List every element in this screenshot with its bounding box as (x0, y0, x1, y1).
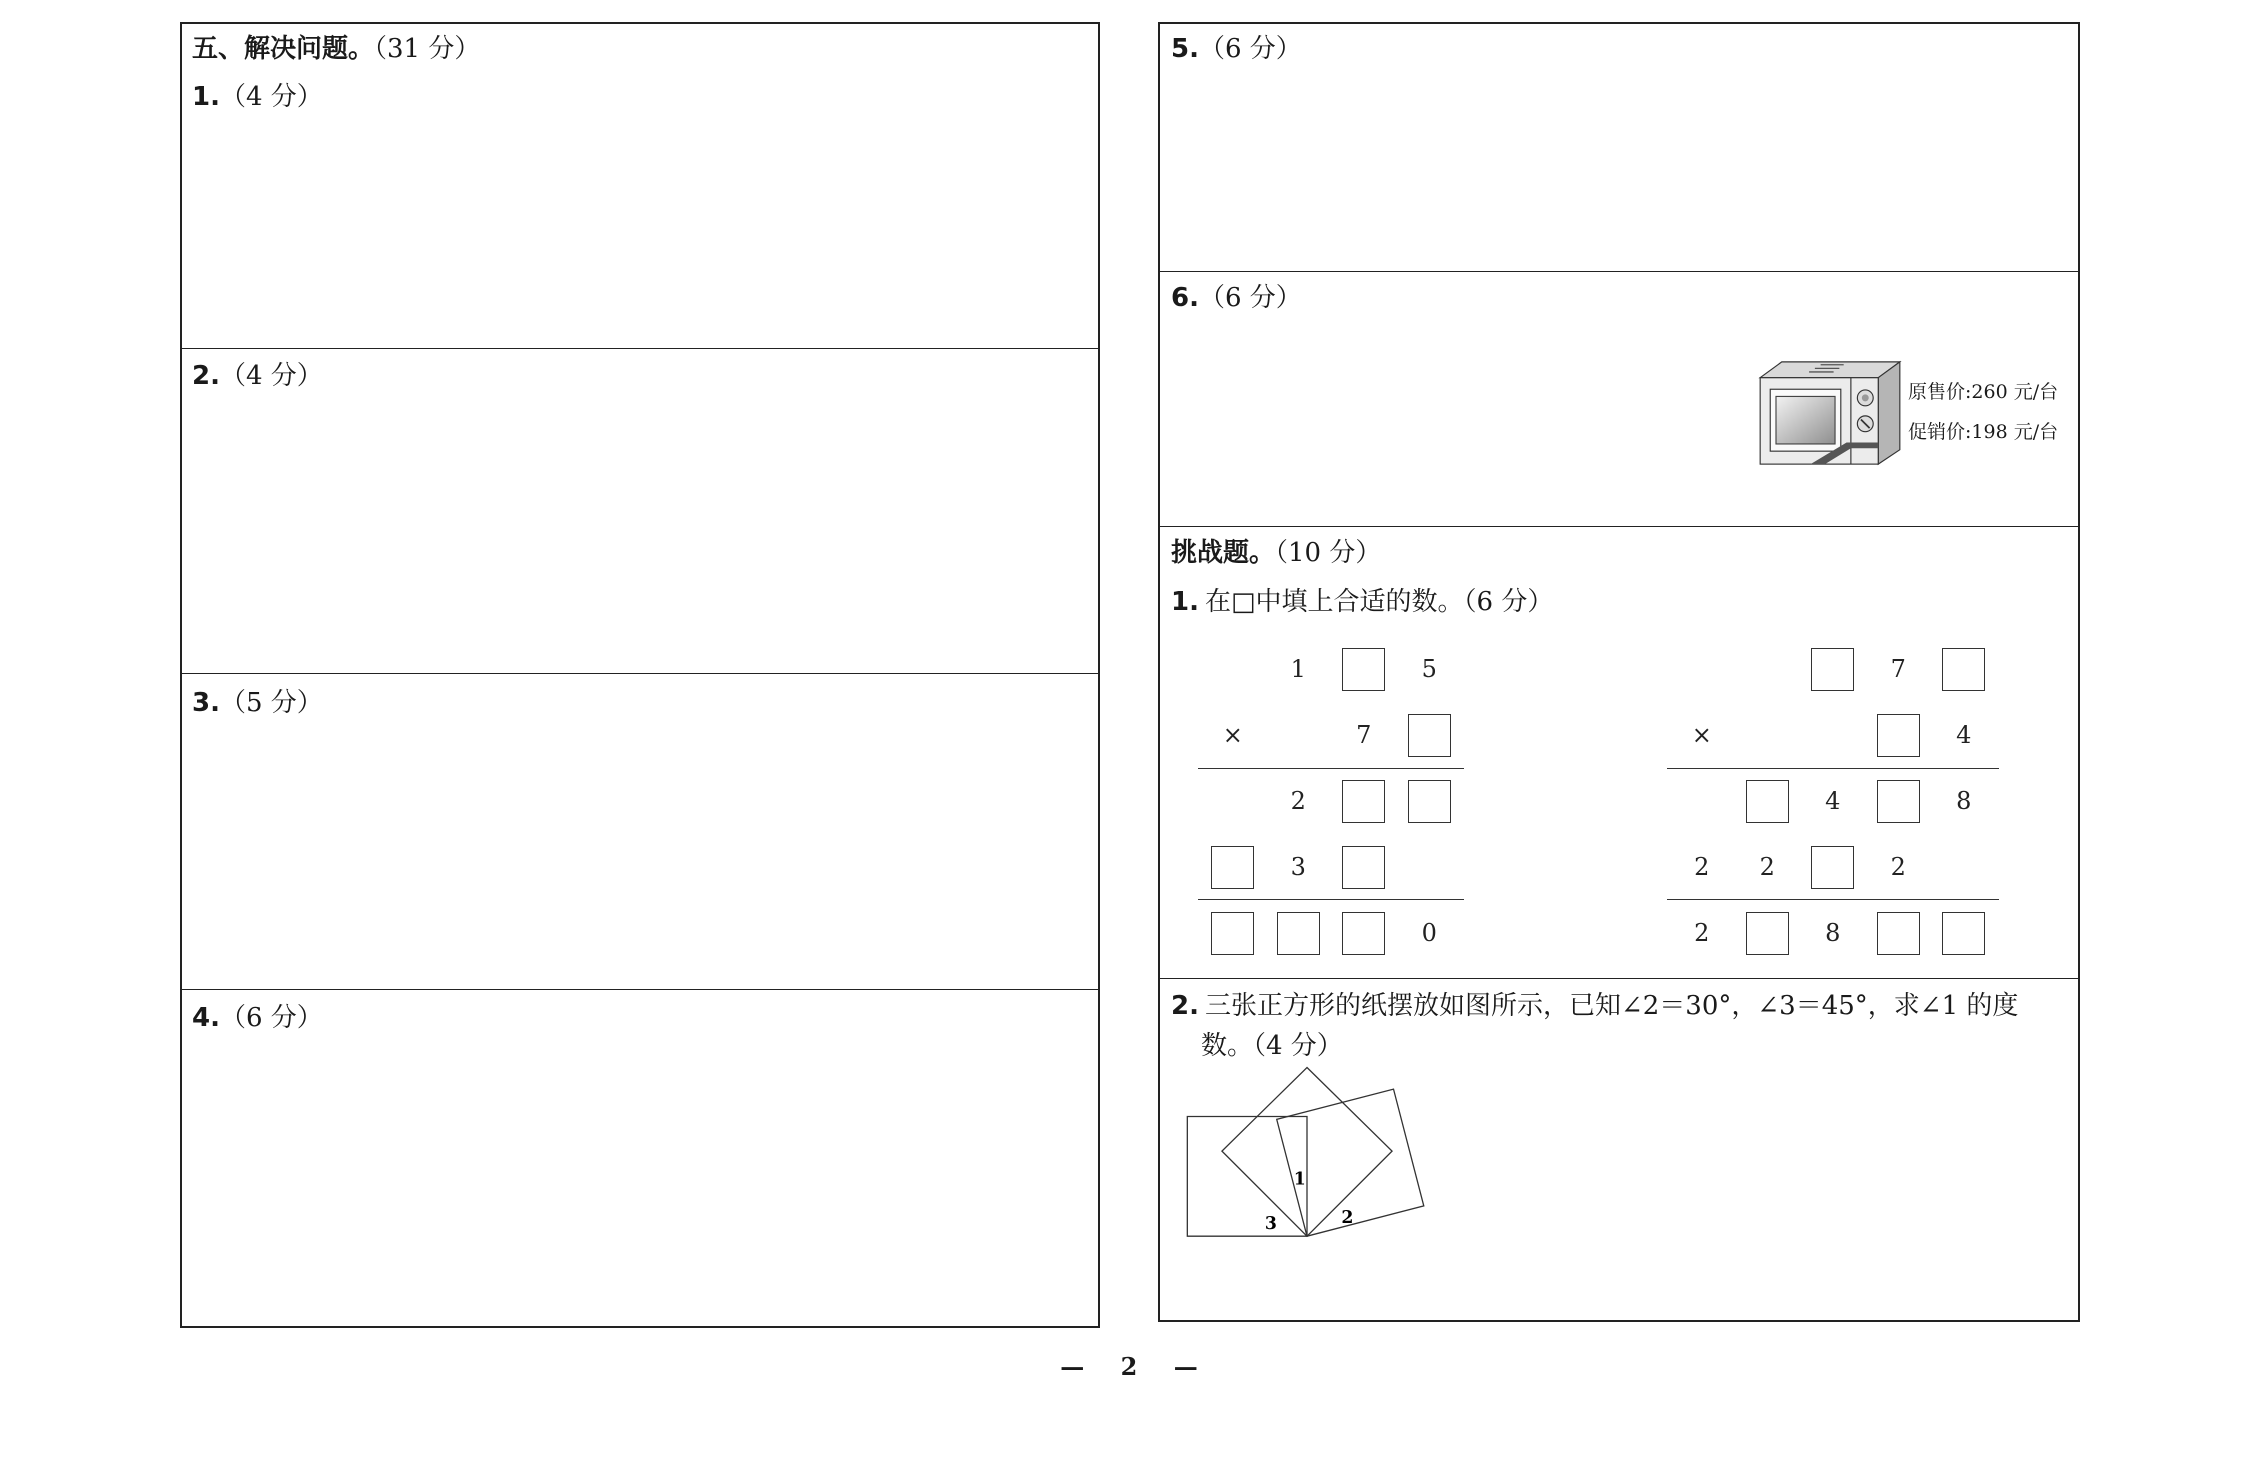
answer-box-cell (1331, 834, 1397, 900)
answer-box-cell (1331, 636, 1397, 702)
section-heading-label: 五、解决问题。 (192, 34, 375, 64)
answer-box (1811, 648, 1854, 691)
question-5-header (1171, 36, 1302, 62)
challenge-heading-label: 挑战题。 (1171, 538, 1276, 568)
answer-box (1942, 648, 1985, 691)
puzzle-digit: 8 (1956, 787, 1972, 815)
puzzle-digit: 3 (1290, 853, 1306, 881)
answer-area-q5 (1160, 24, 2078, 271)
answer-box (1877, 780, 1920, 823)
answer-box (1342, 780, 1385, 823)
empty-cell (1669, 636, 1735, 702)
question-2-header (192, 363, 323, 389)
question-number: 2. (1171, 991, 1199, 1021)
answer-area-q6 (1160, 271, 2078, 526)
answer-area-q1 (182, 24, 1098, 348)
original-price: 原售价:260 元/台 (1908, 381, 2059, 403)
multiplication-puzzle-right (1669, 636, 1997, 966)
microwave-oven-icon (1757, 359, 1903, 467)
question-text: 在□中填上合适的数。 (1204, 587, 1464, 617)
answer-box (1211, 846, 1254, 889)
question-points: （6 分） (1463, 587, 1554, 617)
question-points: （4 分） (219, 82, 323, 112)
answer-box-cell (1735, 900, 1801, 966)
puzzle-digit: 4 (1825, 787, 1841, 815)
puzzle-rule (1667, 899, 1999, 900)
answer-area-q2 (182, 348, 1098, 673)
question-number: 6. (1171, 283, 1199, 313)
angle-1-label: 1 (1293, 1169, 1306, 1190)
puzzle-rule (1198, 899, 1464, 900)
empty-cell (1735, 702, 1801, 768)
section-heading (192, 36, 480, 62)
puzzle-digit: 2 (1694, 919, 1710, 947)
page-number: — 2 — (1060, 1352, 1198, 1381)
answer-box-cell (1200, 900, 1266, 966)
answer-area-q4 (182, 989, 1098, 1326)
question-text-line-2: 数。（4 分） (1201, 1031, 1343, 1061)
empty-cell (1200, 768, 1266, 834)
question-1-header (192, 84, 323, 110)
left-panel (180, 22, 1100, 1328)
challenge-question-2-line-2 (1201, 1033, 1343, 1059)
puzzle-rule (1198, 768, 1464, 769)
challenge-heading-points: （10 分） (1275, 538, 1382, 568)
question-number: 1. (1171, 587, 1199, 617)
challenge-heading (1171, 540, 1381, 566)
answer-box (1942, 912, 1985, 955)
answer-box-cell (1866, 702, 1932, 768)
answer-box (1277, 912, 1320, 955)
answer-box (1342, 846, 1385, 889)
puzzle-digit: 7 (1890, 655, 1906, 683)
empty-cell (1397, 834, 1463, 900)
answer-box (1408, 780, 1451, 823)
question-text-line-1: 三张正方形的纸摆放如图所示，已知∠2＝30°，∠3＝45°，求∠1 的度 (1204, 991, 2019, 1021)
puzzle-digit: 2 (1890, 853, 1906, 881)
angle-3-label: 3 (1264, 1213, 1277, 1234)
puzzle-digit: 2 (1694, 853, 1710, 881)
answer-box-cell (1397, 702, 1463, 768)
answer-box (1811, 846, 1854, 889)
question-number: 4. (192, 1003, 220, 1033)
puzzle-digit: 4 (1956, 721, 1972, 749)
empty-cell (1931, 834, 1997, 900)
answer-box (1746, 912, 1789, 955)
question-number: 1. (192, 82, 220, 112)
right-panel (1158, 22, 2080, 1322)
three-squares-figure (1183, 1063, 1431, 1245)
puzzle-digit: 8 (1825, 919, 1841, 947)
answer-box-cell (1866, 900, 1932, 966)
answer-box (1342, 912, 1385, 955)
challenge-section (1160, 526, 2078, 978)
sale-price: 促销价:198 元/台 (1908, 421, 2059, 443)
angle-2-label: 2 (1341, 1208, 1354, 1229)
answer-box (1746, 780, 1789, 823)
question-number: 3. (192, 688, 220, 718)
answer-box (1877, 714, 1920, 757)
multiply-sign: × (1691, 721, 1712, 749)
answer-box-cell (1266, 900, 1332, 966)
puzzle-digit: 5 (1421, 655, 1437, 683)
answer-box-cell (1331, 768, 1397, 834)
question-points: （5 分） (219, 688, 323, 718)
empty-cell (1266, 702, 1332, 768)
empty-cell (1200, 636, 1266, 702)
answer-box (1877, 912, 1920, 955)
three-squares-drawing (1183, 1063, 1431, 1245)
question-points: （6 分） (219, 1003, 323, 1033)
answer-area-q3 (182, 673, 1098, 989)
question-number: 5. (1171, 34, 1199, 64)
multiplication-puzzle-left (1200, 636, 1462, 966)
challenge-question-2 (1171, 993, 2018, 1019)
question-points: （6 分） (1198, 283, 1302, 313)
answer-box (1408, 714, 1451, 757)
question-4-header (192, 1005, 323, 1031)
question-points: （4 分） (219, 361, 323, 391)
puzzle-rule (1667, 768, 1999, 769)
puzzle-digit: 1 (1290, 655, 1306, 683)
empty-cell (1800, 702, 1866, 768)
answer-box (1342, 648, 1385, 691)
answer-box-cell (1331, 900, 1397, 966)
answer-box-cell (1931, 900, 1997, 966)
puzzle-digit: 0 (1421, 919, 1437, 947)
puzzle-digit: 7 (1356, 721, 1372, 749)
puzzle-digit: 2 (1759, 853, 1775, 881)
puzzle-digit: 2 (1290, 787, 1306, 815)
microwave-oven-drawing (1757, 359, 1903, 467)
answer-box-cell (1200, 834, 1266, 900)
challenge-question-2-area (1160, 978, 2078, 1320)
question-points: （6 分） (1198, 34, 1302, 64)
section-heading-points: （31 分） (374, 34, 481, 64)
question-3-header (192, 690, 323, 716)
question-number: 2. (192, 361, 220, 391)
answer-box-cell (1800, 636, 1866, 702)
answer-box-cell (1866, 768, 1932, 834)
question-6-header (1171, 285, 1302, 311)
answer-box-cell (1397, 768, 1463, 834)
empty-cell (1735, 636, 1801, 702)
multiply-sign: × (1222, 721, 1243, 749)
answer-box (1211, 912, 1254, 955)
answer-box-cell (1735, 768, 1801, 834)
empty-cell (1669, 768, 1735, 834)
answer-box-cell (1800, 834, 1866, 900)
answer-box-cell (1931, 636, 1997, 702)
challenge-question-1 (1171, 589, 1553, 615)
